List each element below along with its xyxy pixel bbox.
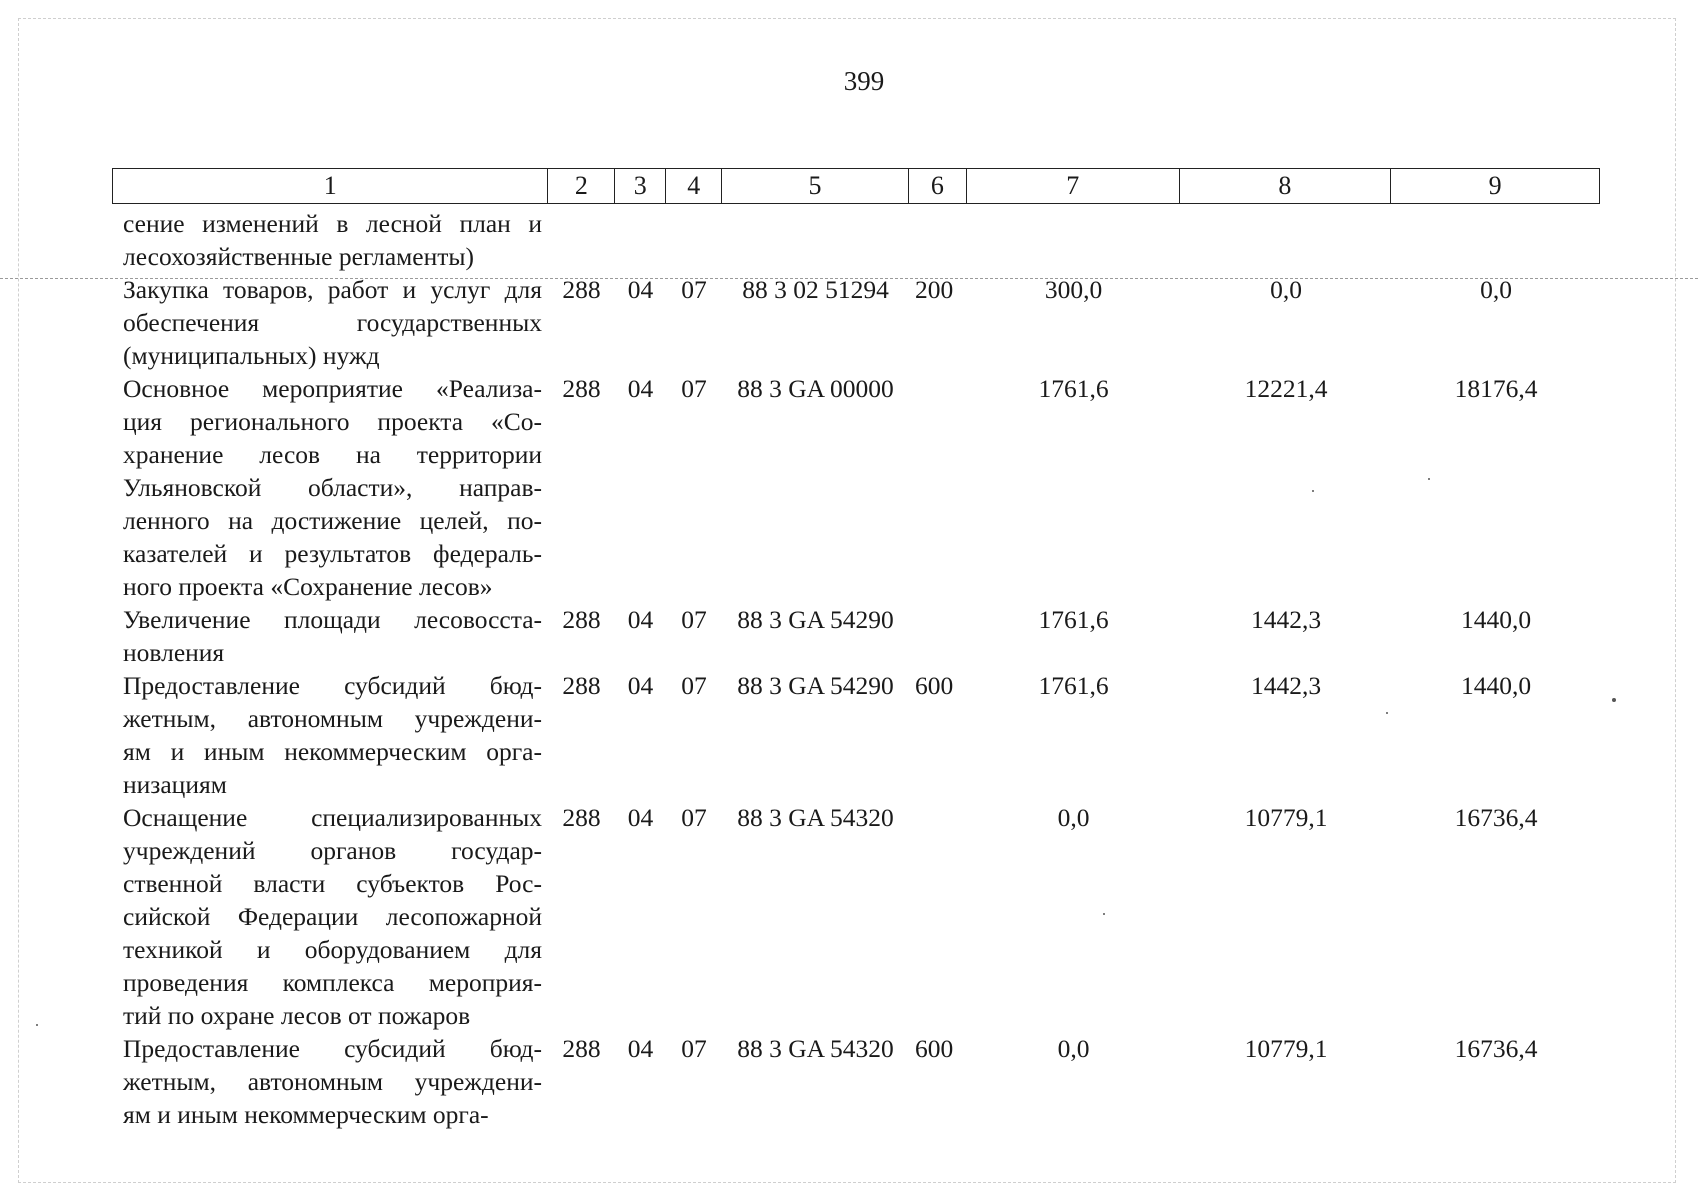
row-description <box>112 207 548 273</box>
amount-year-1: 1761,6 <box>1038 605 1109 634</box>
amount-year-2: 10779,1 <box>1244 1034 1328 1063</box>
target-article-code: 88 3 GA 54290 <box>737 605 894 634</box>
subsection-code: 07 <box>681 374 707 403</box>
target-article-code: 88 3 GA 54320 <box>737 1034 894 1063</box>
description-line: казателей и результатов федераль- <box>123 539 542 568</box>
row-description <box>112 1032 548 1131</box>
description-line: жетным, автономным учреждени- <box>123 1067 542 1096</box>
description-line: Предоставление субсидий бюд- <box>123 671 542 700</box>
header-cell-2: 2 <box>548 169 615 203</box>
amount-year-3: 16736,4 <box>1454 803 1538 832</box>
subsection-code: 07 <box>681 803 707 832</box>
target-article-code: 88 3 02 51294 <box>742 275 889 304</box>
amount-year-3: 1440,0 <box>1460 671 1532 700</box>
subsection-code: 07 <box>681 671 707 700</box>
header-cell-3: 3 <box>615 169 666 203</box>
amount-year-1: 1761,6 <box>1038 374 1109 403</box>
description-line: низациям <box>123 770 227 799</box>
grbs-code: 288 <box>562 374 601 403</box>
grbs-code: 288 <box>562 275 601 304</box>
amount-year-2: 12221,4 <box>1244 374 1328 403</box>
description-line: Увеличение площади лесовосста- <box>123 605 542 634</box>
page-number: 399 <box>843 66 885 96</box>
header-cell-4: 4 <box>666 169 722 203</box>
expense-type-code: 600 <box>915 1034 954 1063</box>
description-line: ленного на достижение целей, по- <box>123 506 542 535</box>
grbs-code: 288 <box>562 671 601 700</box>
section-code: 04 <box>627 605 654 634</box>
amount-year-2: 0,0 <box>1270 275 1302 304</box>
description-line: обеспечения государственных <box>123 308 542 337</box>
description-line: жетным, автономным учреждени- <box>123 704 542 733</box>
description-line: Закупка товаров, работ и услуг для <box>123 275 542 304</box>
target-article-code: 88 3 GA 54320 <box>737 803 894 832</box>
expense-type-code: 600 <box>915 671 954 700</box>
amount-year-2: 1442,3 <box>1250 671 1322 700</box>
amount-year-1: 1761,6 <box>1038 671 1109 700</box>
grbs-code: 288 <box>562 803 601 832</box>
description-line: ям и иным некоммерческим орга- <box>123 1100 489 1129</box>
description-line: ция регионального проекта «Со- <box>123 407 542 436</box>
row-description <box>112 372 548 603</box>
scan-speck <box>1386 712 1388 714</box>
amount-year-1: 0,0 <box>1057 1034 1090 1063</box>
target-article-code: 88 3 GA 54290 <box>737 671 894 700</box>
subsection-code: 07 <box>681 605 707 634</box>
amount-year-3: 1440,0 <box>1460 605 1532 634</box>
description-line: проведения комплекса мероприя- <box>123 968 542 997</box>
description-line: (муниципальных) нужд <box>123 341 380 370</box>
row-description <box>112 669 548 801</box>
description-line: Основное мероприятие «Реализа- <box>123 374 542 403</box>
grbs-code: 288 <box>562 605 601 634</box>
amount-year-3: 16736,4 <box>1454 1034 1538 1063</box>
description-line: ного проекта «Сохранение лесов» <box>123 572 493 601</box>
description-line: Ульяновской области», направ- <box>123 473 542 502</box>
header-cell-7: 7 <box>967 169 1180 203</box>
amount-year-1: 0,0 <box>1057 803 1090 832</box>
table-row <box>112 207 1600 273</box>
row-description <box>112 603 548 669</box>
table-row <box>112 273 1600 372</box>
description-line: хранение лесов на территории <box>123 440 542 469</box>
subsection-code: 07 <box>681 275 707 304</box>
description-line: ям и иным некоммерческим орга- <box>123 737 542 766</box>
scan-speck <box>36 1024 38 1026</box>
header-cell-8: 8 <box>1180 169 1392 203</box>
description-line: Предоставление субсидий бюд- <box>123 1034 542 1063</box>
description-line: ственной власти субъектов Рос- <box>123 869 542 898</box>
header-cell-9: 9 <box>1488 171 1502 200</box>
table-row <box>112 603 1600 669</box>
description-line: Оснащение специализированных <box>123 803 542 832</box>
table-row <box>112 801 1600 1032</box>
section-code: 04 <box>627 671 654 700</box>
section-code: 04 <box>627 374 654 403</box>
table-header <box>112 168 1600 204</box>
description-line: учреждений органов государ- <box>123 836 542 865</box>
amount-year-3: 0,0 <box>1480 275 1512 304</box>
header-cell-6: 6 <box>909 169 967 203</box>
row-description <box>112 273 548 372</box>
scan-speck <box>1103 913 1105 915</box>
description-line: тий по охране лесов от пожаров <box>123 1001 471 1030</box>
description-line: новления <box>123 638 225 667</box>
amount-year-1: 300,0 <box>1044 275 1103 304</box>
amount-year-2: 10779,1 <box>1244 803 1328 832</box>
header-cell-5: 5 <box>722 169 909 203</box>
description-line: сийской Федерации лесопожарной <box>123 902 542 931</box>
description-line: сение изменений в лесной план и <box>123 209 542 238</box>
expense-type-code: 200 <box>915 275 954 304</box>
table-row <box>112 669 1600 801</box>
row-description <box>112 801 548 1032</box>
section-code: 04 <box>627 275 654 304</box>
table-body <box>112 207 1600 1131</box>
table-row <box>112 372 1600 603</box>
amount-year-2: 1442,3 <box>1250 605 1322 634</box>
table-row <box>112 1032 1600 1131</box>
scan-speck <box>1312 490 1314 492</box>
scan-speck <box>1612 698 1616 702</box>
section-code: 04 <box>627 1034 654 1063</box>
grbs-code: 288 <box>562 1034 601 1063</box>
amount-year-3: 18176,4 <box>1454 374 1538 403</box>
subsection-code: 07 <box>681 1034 707 1063</box>
description-line: техникой и оборудованием для <box>123 935 542 964</box>
target-article-code: 88 3 GA 00000 <box>737 374 894 403</box>
scan-speck <box>1428 478 1430 480</box>
section-code: 04 <box>627 803 654 832</box>
header-cell-1: 1 <box>113 169 548 203</box>
description-line: лесохозяйственные регламенты) <box>123 242 475 271</box>
